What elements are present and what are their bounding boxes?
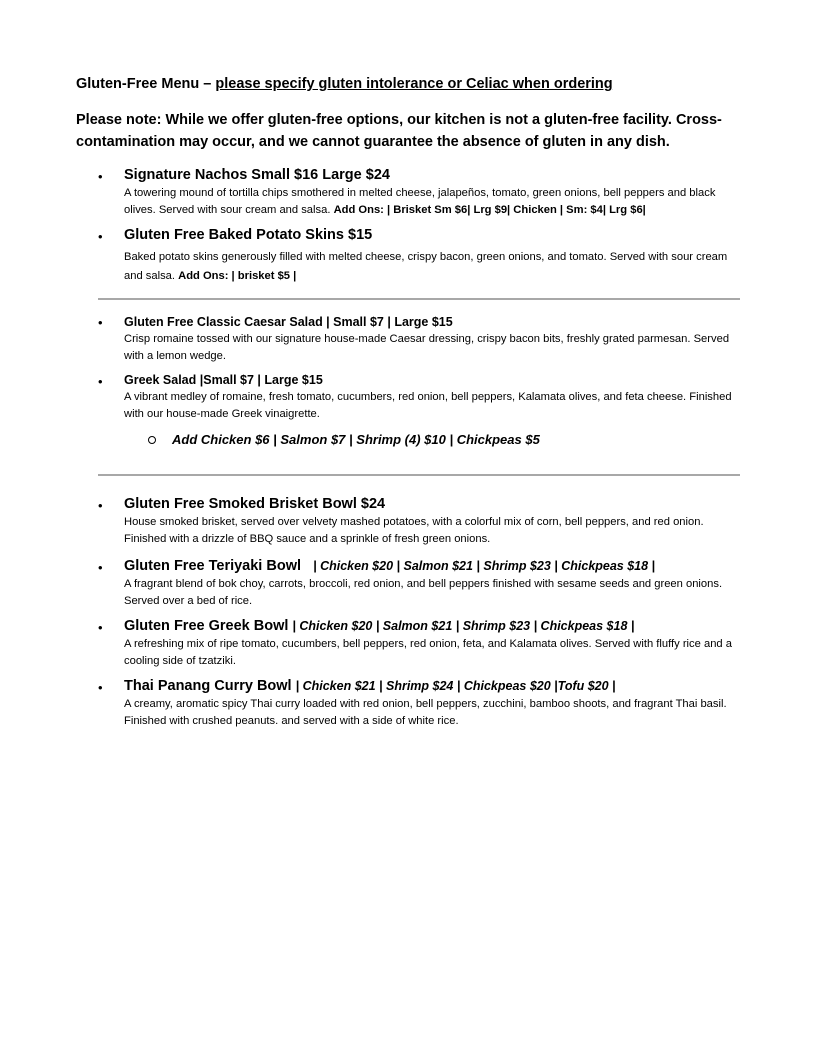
item-title: Greek Salad |Small $7 | Large $15: [124, 373, 323, 387]
salad-addons: [148, 432, 540, 447]
section-divider: [98, 474, 740, 476]
salad-addons-text: Add Chicken $6 | Salmon $7 | Shrimp (4) $10 | Chickpeas $5: [172, 432, 540, 447]
bullet: •: [98, 315, 103, 330]
ordering-instruction: please specify gluten intolerance or Celiac when ordering: [215, 76, 613, 92]
item-title: Gluten Free Greek Bowl | Chicken $20 | Salmon $21 | Shrimp $23 | Chickpeas $18 |: [124, 618, 635, 634]
cross-contamination-note: Please note: While we offer gluten-free options, our kitchen is not a gluten-free facility. Cross-contamination may occur, and we cannot guarantee the absence of gluten in any dish.: [76, 112, 722, 150]
bullet: •: [98, 169, 103, 184]
item-addons: Add Ons: | brisket $5 |: [178, 270, 297, 282]
menu-heading: [76, 76, 613, 92]
item-title: Gluten Free Teriyaki Bowl | Chicken $20 | Salmon $21 | Shrimp $23 | Chickpeas $18 |: [124, 558, 656, 574]
bullet: •: [98, 620, 103, 635]
item-description: A vibrant medley of romaine, fresh tomato, cucumbers, red onion, bell peppers, Kalamata olives, and feta cheese. Finished with our house-made Greek vinaigrette.: [124, 391, 732, 420]
item-prices: | Chicken $20 | Salmon $21 | Shrimp $23 | Chickpeas $18 |: [292, 619, 635, 633]
item-prices: | Chicken $21 | Shrimp $24 | Chickpeas $20 |Tofu $20 |: [295, 679, 616, 693]
item-title: Gluten Free Smoked Brisket Bowl $24: [124, 496, 386, 512]
item-description: A fragrant blend of bok choy, carrots, broccoli, red onion, and bell peppers finished with sesame seeds and green onions. Served over a bed of rice.: [124, 578, 723, 607]
item-title: Gluten Free Baked Potato Skins $15: [124, 227, 373, 243]
item-description: House smoked brisket, served over velvety mashed potatoes, with a colorful mix of corn, bell peppers, and red onion. Finished with a drizzle of BBQ sauce and a sprinkle of fresh green onions.: [124, 516, 704, 545]
item-prices: | Chicken $20 | Salmon $21 | Shrimp $23 | Chickpeas $18 |: [313, 559, 656, 573]
bullet: •: [98, 229, 103, 244]
bullet: •: [98, 560, 103, 575]
item-description: A towering mound of tortilla chips smothered in melted cheese, jalapeños, tomato, green onions, bell peppers and black olives. Served with sour cream and salsa. Add Ons: | Brisket Sm $6| Lrg $9| Chicken | Sm: $4| Lrg $6|: [124, 187, 716, 216]
bullet: •: [98, 498, 103, 513]
item-title: Gluten Free Classic Caesar Salad | Small $7 | Large $15: [124, 315, 453, 329]
bullet: •: [98, 374, 103, 389]
bullet: •: [98, 680, 103, 695]
item-description: A refreshing mix of ripe tomato, cucumbers, bell peppers, red onion, feta, and Kalamata olives. Served with fluffy rice and a cooling side of tzatziki.: [124, 638, 732, 667]
item-addons: Add Ons: | Brisket Sm $6| Lrg $9| Chicken | Sm: $4| Lrg $6|: [333, 204, 646, 216]
item-title: Signature Nachos Small $16 Large $24: [124, 167, 390, 183]
section-divider: [98, 298, 740, 300]
circle-bullet-icon: [148, 436, 156, 444]
menu-heading-prefix: Gluten-Free Menu –: [76, 76, 216, 92]
item-description: Baked potato skins generously filled with melted cheese, crispy bacon, green onions, and tomato. Served with sour cream and salsa. Add Ons: | brisket $5 |: [124, 251, 728, 282]
item-description: A creamy, aromatic spicy Thai curry loaded with red onion, bell peppers, zucchini, bamboo shoots, and fragrant Thai basil. Finished with crushed peanuts. and served with a side of white rice.: [124, 698, 727, 727]
item-title: Thai Panang Curry Bowl | Chicken $21 | Shrimp $24 | Chickpeas $20 |Tofu $20 |: [124, 678, 616, 694]
item-description: Crisp romaine tossed with our signature house-made Caesar dressing, crispy bacon bits, freshly grated parmesan. Served with a lemon wedge.: [124, 333, 730, 362]
